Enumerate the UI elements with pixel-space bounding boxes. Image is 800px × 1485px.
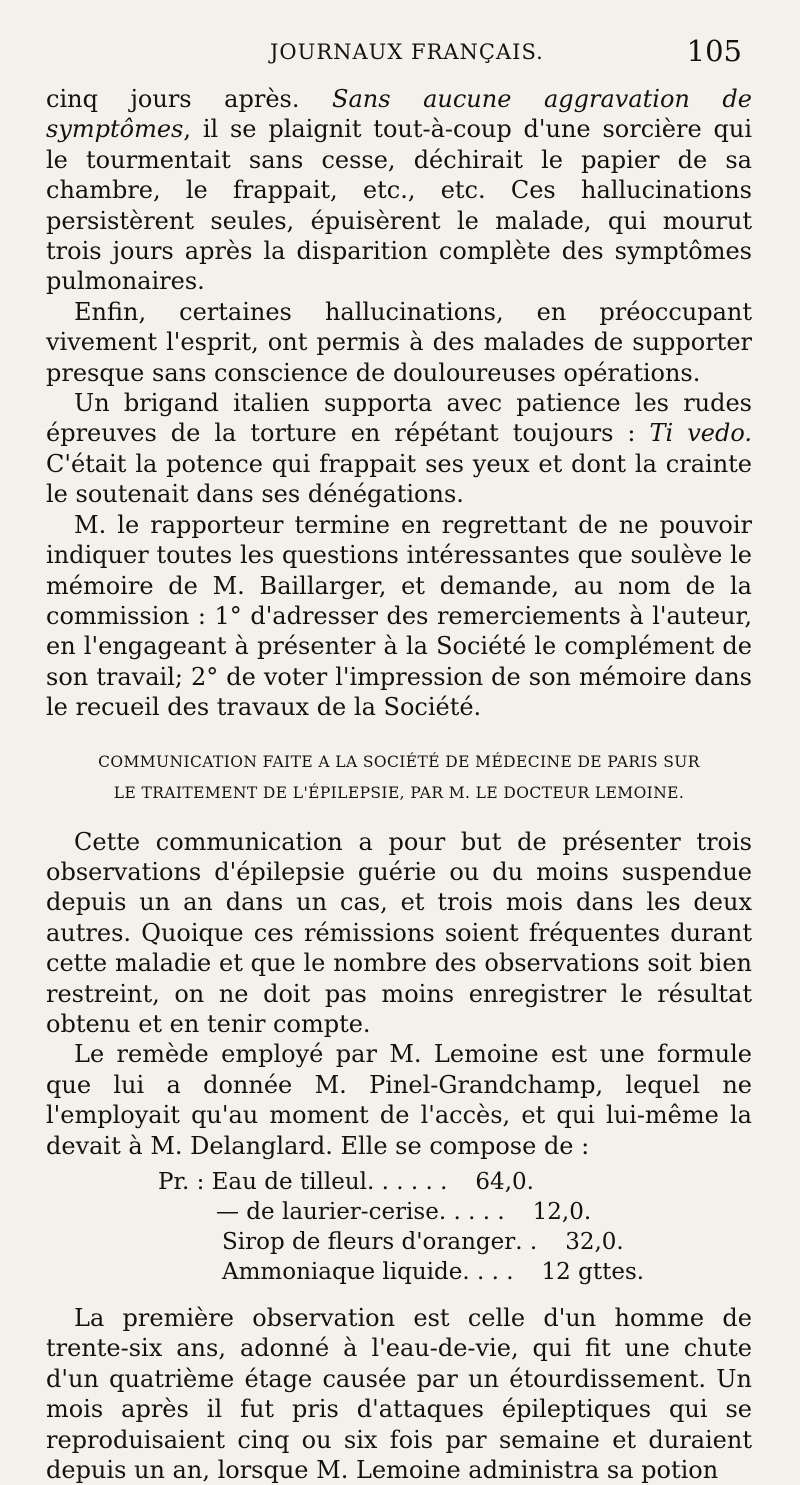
formula-quantity: 12 gttes. [541, 1259, 645, 1285]
paragraph-text: Un brigand italien supporta avec patience les rudes épreuves de la torture en répétant toujours : [46, 389, 752, 448]
section-spacer [46, 723, 752, 747]
paragraph-operations: Enfin, certaines hallucinations, en préoccupant vivement l'esprit, ont permis à des malades de supporter presque sans conscience de douloureuses opérations. [46, 297, 752, 387]
formula-leader-dots: . . . . . . [367, 1169, 448, 1195]
formula-ingredient: — de laurier-cerise [216, 1199, 439, 1225]
formula-leader-dots: . . [515, 1229, 538, 1255]
formula-quantity: 64,0. [475, 1169, 534, 1195]
paragraph-first-observation: La première observation est celle d'un homme de trente-six ans, adonné à l'eau-de-vie, qui fit une chute d'un quatrième étage causée par un étourdissement. Un mois après il fut pris d'attaques épileptiques qui se reproduisaient cinq ou six fois par semaine et duraient depuis un an, lorsque M. Lemoine administra sa potion [46, 1304, 752, 1485]
running-title: JOURNAUX FRANÇAIS. [270, 40, 544, 64]
section-heading-line-2: LE TRAITEMENT DE L'ÉPILEPSIE, PAR M. LE DOCTEUR LEMOINE. [113, 783, 685, 802]
prescription-formula [46, 1167, 752, 1287]
formula-leader-dots: . . . . [462, 1259, 514, 1285]
formula-ingredient: Pr. : Eau de tilleul [158, 1169, 367, 1195]
section-heading [46, 747, 752, 809]
formula-ingredient: Sirop de fleurs d'oranger [222, 1229, 516, 1255]
paragraph-rapporteur-conclusion: M. le rapporteur termine en regrettant de ne pouvoir indiquer toutes les questions intéressantes que soulève le mémoire de M. Baillarger, et demande, au nom de la commission : 1° d'adresser des remerciements à l'auteur, en l'engageant à présenter à la Société le complément de son travail; 2° de voter l'impression de son mémoire dans le recueil des travaux de la Société. [46, 510, 752, 722]
italic-quote: Ti vedo. [649, 419, 753, 448]
section-heading-line-1: COMMUNICATION FAITE A LA SOCIÉTÉ DE MÉDECINE DE PARIS SUR [98, 752, 700, 771]
formula-row [158, 1227, 752, 1257]
paragraph-italian-brigand [46, 388, 752, 510]
paragraph-hallucination-case [46, 84, 752, 297]
paragraph-text: C'était la potence qui frappait ses yeux et dont la crainte le soutenait dans ses dénégations. [46, 449, 752, 509]
page-number: 105 [686, 34, 742, 68]
formula-row [158, 1197, 752, 1227]
paragraph-communication-purpose: Cette communication a pour but de présenter trois observations d'épilepsie guérie ou du moins suspendue depuis un an dans un cas, et trois mois dans les deux autres. Quoique ces rémissions soient fréquentes durant cette maladie et que le nombre des observations soit bien restreint, on ne doit pas moins enregistrer le résultat obtenu et en tenir compte. [46, 827, 752, 1038]
section-spacer [46, 1287, 752, 1303]
formula-quantity: 32,0. [565, 1229, 624, 1255]
page-body [46, 84, 752, 1485]
section-spacer [46, 809, 752, 827]
paragraph-text: , il se plaignit tout-à-coup d'une sorcière qui le tourmentait sans cesse, déchirait le papier de sa chambre, le frappait, etc., etc. Ces hallucinations persistèrent seules, épuisèrent le malade, qui mourut trois jours après la disparition complète des symptômes pulmonaires. [46, 115, 752, 296]
paragraph-text: cinq jours après. [46, 85, 333, 113]
formula-leader-dots: . . . . . [438, 1199, 505, 1225]
paragraph-remedy-origin: Le remède employé par M. Lemoine est une formule que lui a donnée M. Pinel-Grandchamp, lequel ne l'employait qu'au moment de l'accès, et qui lui-même la devait à M. Delanglard. Elle se compose de : [46, 1040, 752, 1160]
formula-quantity: 12,0. [532, 1199, 592, 1225]
page-header [0, 34, 800, 74]
italic-emphasis: Sans aucune aggravation de symptômes [46, 85, 752, 144]
formula-ingredient: Ammoniaque liquide [222, 1259, 463, 1285]
formula-row [158, 1257, 752, 1287]
formula-row [158, 1167, 752, 1197]
